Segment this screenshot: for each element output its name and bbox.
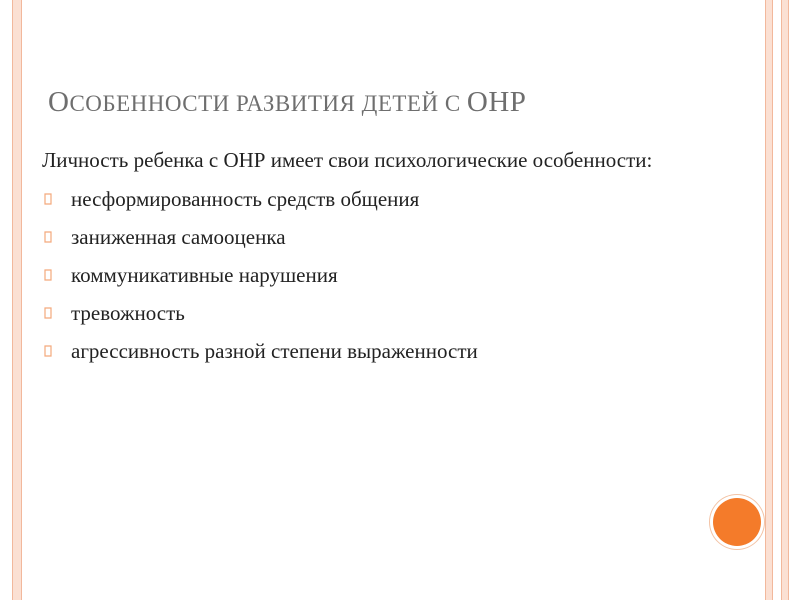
list-item [42,260,742,290]
list-item-text: агрессивность разной степени выраженности [71,339,478,363]
slide-title [48,82,748,124]
hollow-bullet-icon [44,269,53,281]
bullet-list [42,184,742,366]
orange-circle-decoration [713,498,761,546]
hollow-bullet-icon [44,231,53,243]
title-acronym: ОНР [466,86,527,118]
title-initial: О [48,86,70,118]
hollow-bullet-icon [44,307,53,319]
list-item [42,336,742,366]
right-decorative-border-outer [781,0,789,600]
left-decorative-border [12,0,22,600]
list-item-text: несформированность средств общения [71,187,420,211]
list-item-text: коммуникативные нарушения [71,263,338,287]
list-item [42,184,742,214]
title-small-caps: СОБЕННОСТИ РАЗВИТИЯ ДЕТЕЙ С [69,91,467,116]
list-item-text: тревожность [71,301,185,325]
hollow-bullet-icon [44,345,53,357]
list-item [42,298,742,328]
right-decorative-border-inner [765,0,773,600]
list-item [42,222,742,252]
slide-body [42,146,742,374]
list-item-text: заниженная самооценка [71,225,286,249]
hollow-bullet-icon [44,193,53,205]
intro-text: Личность ребенка с ОНР имеет свои психологические особенности: [42,148,653,172]
